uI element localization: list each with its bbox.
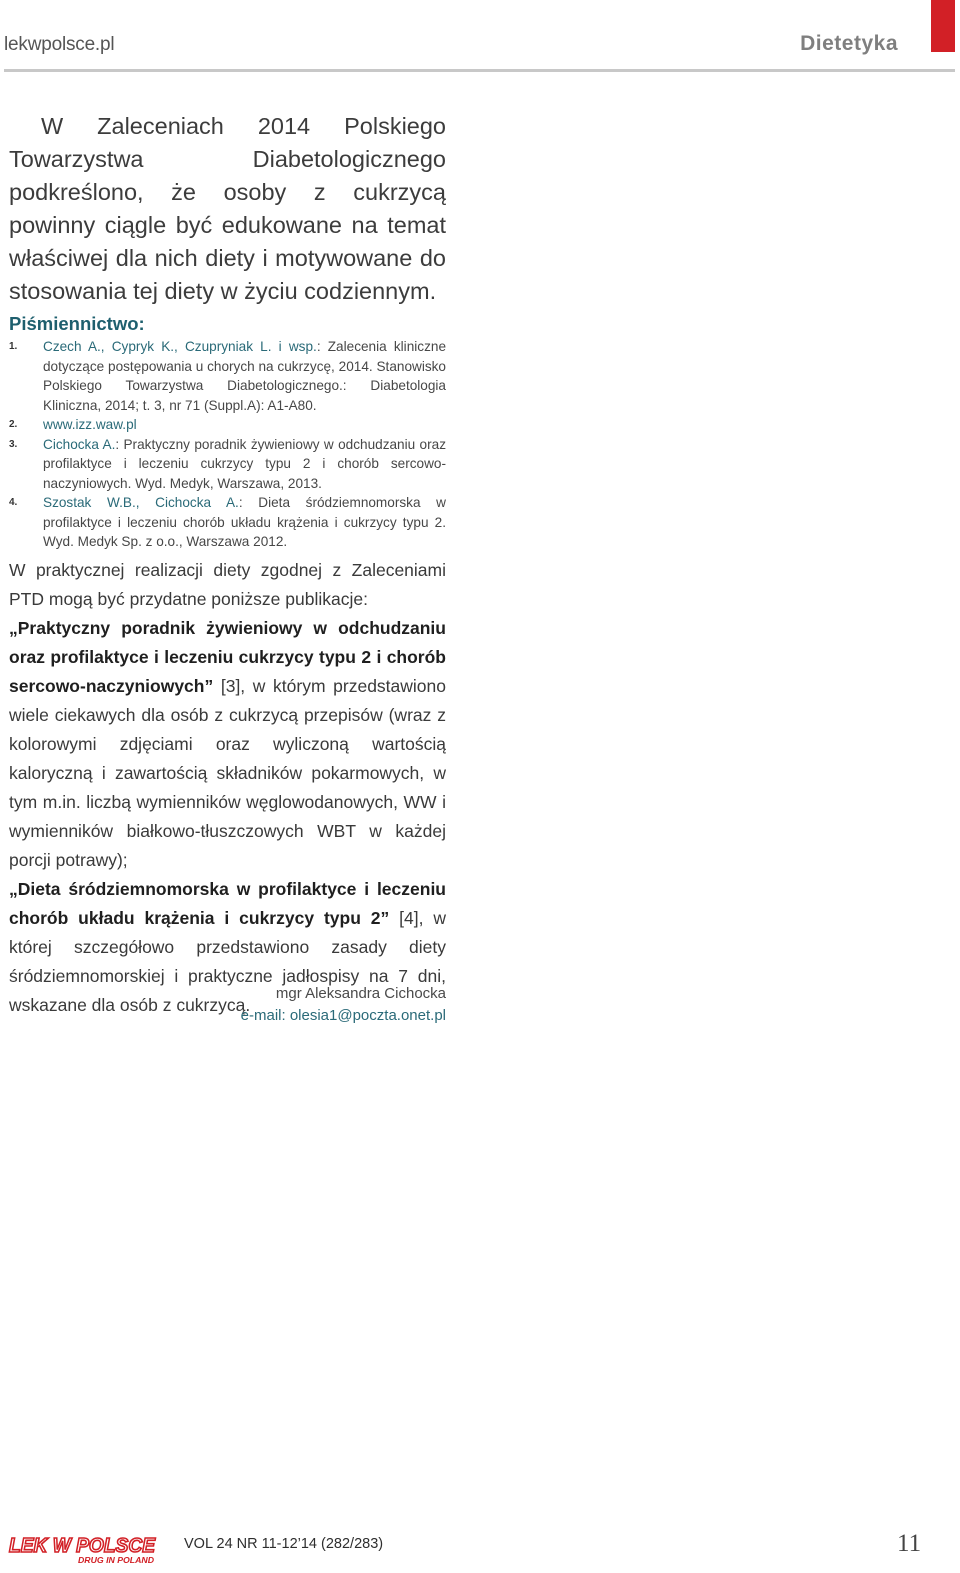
intro-paragraph bbox=[9, 110, 446, 308]
issue-info: VOL 24 NR 11-12’14 (282/283) bbox=[184, 1536, 384, 1552]
reference-item bbox=[9, 435, 446, 494]
logo-wordmark: LEK W POLSCE bbox=[9, 1535, 156, 1557]
reference-number: 4. bbox=[9, 497, 18, 508]
body-paragraph: W praktycznej realizacji diety zgodnej z Zaleceniami PTD mogą być przydatne poniższe publikacje: bbox=[9, 560, 446, 609]
publication-description: [3], w którym przedstawiono wiele ciekawych dla osób z cukrzycą przepisów (wraz z kolorowymi zdjęciami oraz wyliczoną wartością kaloryczną i zawartością składników pokarmowych, w tym m.in. liczbą wymienników węglowodanowych, WW i wymienników białkowo-tłuszczowych WBT w każdej porcji potrawy); bbox=[9, 676, 446, 870]
reference-authors: Czech A., Cypryk K., Czupryniak L. i wsp. bbox=[43, 339, 317, 354]
logo-subtitle: DRUG IN POLAND bbox=[78, 1556, 155, 1565]
site-name[interactable]: lekwpolsce.pl bbox=[4, 34, 115, 55]
author-email[interactable]: e-mail: olesia1@poczta.onet.pl bbox=[240, 1006, 446, 1024]
publication-description: [4], w której szczegółowo przedstawiono zasady diety śródziemnomorskiej i praktyczne jadłospisy na 7 dni, wskazane dla osób z cukrzycą. bbox=[9, 908, 446, 1015]
author-signature bbox=[241, 983, 446, 1026]
article-body bbox=[9, 556, 446, 1020]
reference-authors: Cichocka A. bbox=[43, 436, 116, 452]
references-heading: Piśmiennictwo: bbox=[9, 313, 145, 334]
reference-number: 1. bbox=[9, 341, 18, 352]
reference-link[interactable]: www.izz.waw.pl bbox=[43, 417, 137, 432]
reference-authors: Szostak W.B., Cichocka A. bbox=[43, 495, 239, 510]
reference-text: : Praktyczny poradnik żywieniowy w odchudzaniu oraz profilaktyce i leczeniu cukrzycy typu 2 i chorób sercowo-naczyniowych. Wyd. Medyk, Warszawa, 2013. bbox=[43, 436, 446, 491]
reference-item bbox=[9, 337, 446, 415]
author-name: mgr Aleksandra Cichocka bbox=[275, 985, 446, 1002]
intro-text: W Zaleceniach 2014 Polskiego Towarzystwa Diabetologicznego podkreślono, że osoby z cukrzycą powinny ciągle być edukowane na temat właściwej dla nich diety i motywowane do stosowania tej diety w życiu codziennym. bbox=[9, 113, 446, 304]
reference-text: : Dieta śródziemnomorska w profilaktyce i leczeniu chorób układu krążenia i cukrzycy typu 2. Wyd. Medyk Sp. z o.o., Warszawa 2012. bbox=[43, 495, 446, 549]
references-list bbox=[9, 337, 446, 552]
publication-title: „Praktyczny poradnik żywieniowy w odchudzaniu oraz profilaktyce i leczeniu cukrzycy typu 2 i chorób sercowo-naczyniowych” bbox=[9, 618, 446, 696]
section-title: Dietetyka bbox=[800, 32, 898, 55]
header-divider bbox=[4, 69, 955, 72]
publication-title: „Dieta śródziemnomorska w profilaktyce i leczeniu chorób układu krążenia i cukrzycy typu 2” bbox=[9, 879, 446, 928]
reference-number: 2. bbox=[9, 419, 18, 430]
section-color-tab bbox=[931, 0, 955, 52]
body-paragraph bbox=[9, 614, 446, 875]
journal-logo bbox=[8, 1532, 158, 1566]
reference-item bbox=[9, 415, 446, 435]
reference-item bbox=[9, 493, 446, 552]
reference-text: : Zalecenia kliniczne dotyczące postępowania u chorych na cukrzycę, 2014. Stanowisko Polskiego Towarzystwa Diabetologicznego.: Diabetologia Kliniczna, 2014; t. 3, nr 71 (Suppl.A): A1-A80. bbox=[43, 339, 447, 413]
page-number: 11 bbox=[897, 1530, 922, 1557]
reference-number: 3. bbox=[9, 438, 18, 450]
